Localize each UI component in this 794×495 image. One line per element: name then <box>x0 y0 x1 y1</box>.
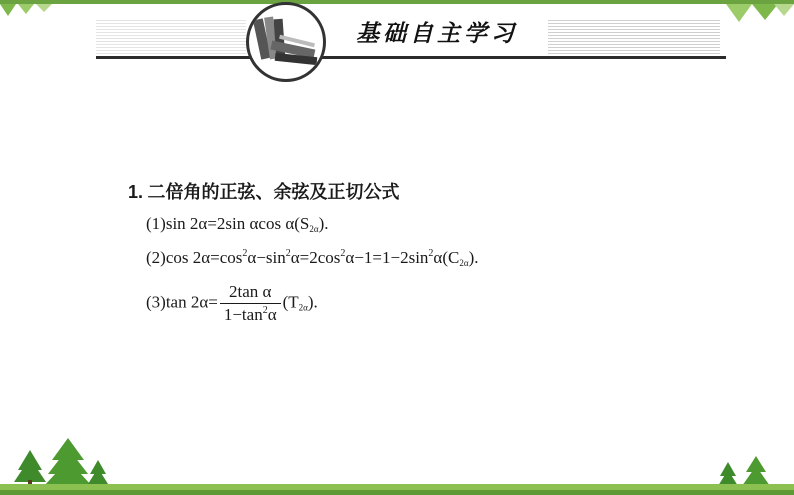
formula-end: ). <box>318 214 329 233</box>
formula-superscript: 2 <box>340 248 346 259</box>
banner-rule <box>96 56 726 59</box>
formula-end: ). <box>307 292 318 312</box>
formula-cos-double <box>146 248 478 268</box>
banner-title: 基础自主学习 <box>356 21 518 47</box>
left-trees-icon <box>10 430 110 490</box>
formula-subscript: 2α <box>309 224 319 234</box>
section-number: 1. <box>128 182 144 202</box>
formula-label: (2) <box>146 248 166 267</box>
formula-text: α−1=1−2sin <box>345 248 429 267</box>
bottom-accent-bar <box>0 490 794 495</box>
formula-superscript: 2 <box>428 248 434 259</box>
formula-label: (1) <box>146 214 166 233</box>
formula-tan-double <box>146 282 318 325</box>
formula-subscript: 2α <box>459 258 469 268</box>
formula-subscript: 2α <box>298 302 308 313</box>
fraction-numerator: 2tan α <box>220 282 281 304</box>
formula-text: (T <box>282 292 299 312</box>
formula-fraction <box>220 282 281 325</box>
formula-text: cos 2α=cos <box>165 248 243 267</box>
books-icon <box>246 2 326 82</box>
formula-text: tan 2α= <box>165 292 218 312</box>
formula-text: α=2cos <box>290 248 341 267</box>
formula-text: α(C <box>433 248 460 267</box>
denominator-text: α <box>267 305 277 324</box>
section-heading-text: 二倍角的正弦、余弦及正切公式 <box>147 182 400 202</box>
formula-superscript: 2 <box>242 248 248 259</box>
formula-end: ). <box>468 248 479 267</box>
formula-text: α−sin <box>247 248 286 267</box>
section-banner <box>0 0 794 84</box>
banner-stripes-right <box>548 18 720 56</box>
banner-stripes-left <box>96 18 246 56</box>
denominator-text: 1−tan <box>223 305 263 324</box>
formula-text: sin 2α=2sin αcos α(S <box>165 214 310 233</box>
fraction-denominator <box>220 304 281 325</box>
formula-label: (3) <box>146 292 166 312</box>
formula-superscript: 2 <box>285 248 291 259</box>
denominator-superscript: 2 <box>262 305 268 316</box>
formula-sin-double <box>146 214 328 234</box>
section-heading <box>128 178 400 204</box>
